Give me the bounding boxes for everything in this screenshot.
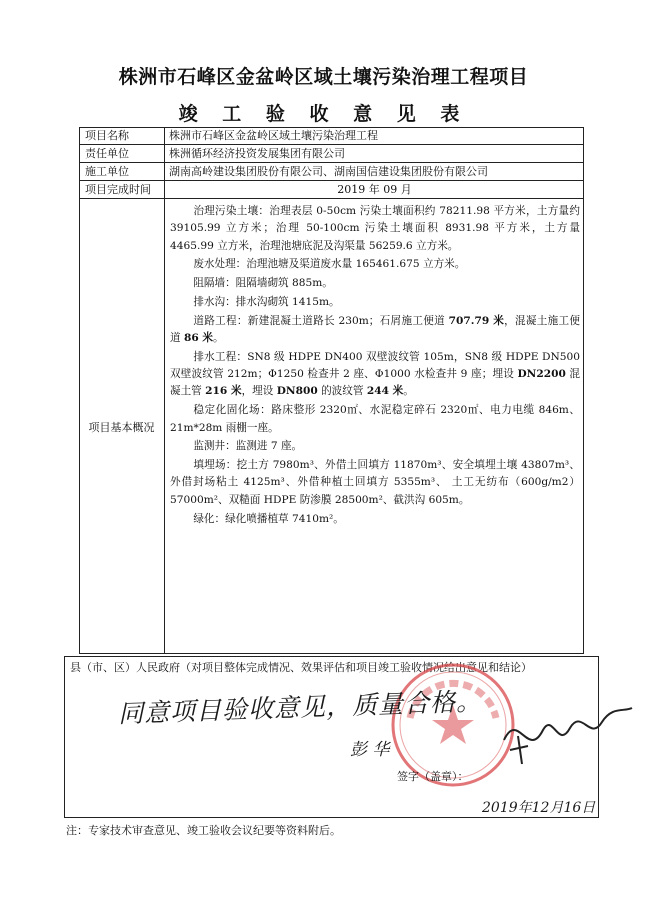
paragraph-soil: 治理污染土壤：治理表层 0-50cm 污染土壤面积约 78211.98 平方米，土方量约 39105.99 立方米；治理 50-100cm 污染土壤面积 8931.98 平方米，土方量 4465.99 立方米，治理池塘底泥及沟渠量 56259.6 立方米。: [170, 205, 580, 252]
document-title: 株洲市石峰区金盆岭区域土壤污染治理工程项目: [118, 66, 529, 88]
row-label: 施工单位: [79, 163, 165, 180]
paragraph-drainage-ditch: 排水沟：排水沟砌筑 1415m。: [193, 295, 340, 308]
row-value: 株洲市石峰区金盆岭区域土壤污染治理工程: [169, 129, 378, 142]
paragraph-landfill: 填埋场：挖土方 7980m³、外借土回填方 11870m³、安全填埋土壤 43807m³、外借封场粘土 4125m³、外借种植土回填方 5355m³、 土工无纺布（600g/m2）57000m²、双糙面 HDPE 防渗膜 28500m²、截洪沟 605m。: [170, 459, 580, 506]
paragraph-greening: 绿化：绿化喷播植草 7410m²。: [193, 512, 344, 525]
row-responsible-unit: [79, 145, 584, 163]
paragraph-barrier-wall: 阻隔墙：阻隔墙砌筑 885m。: [193, 277, 333, 290]
row-label: 项目名称: [79, 127, 165, 144]
handwritten-opinion: 同意项目验收意见，质量合格。: [117, 686, 483, 729]
paragraph-wastewater: 废水处理：治理池塘及渠道废水量 165461.675 立方米。: [193, 258, 466, 271]
row-construction-unit: [79, 163, 584, 181]
row-value: 2019 年 09 月: [337, 183, 412, 196]
row-label: 项目完成时间: [79, 181, 165, 198]
row-label: 责任单位: [79, 145, 165, 162]
government-heading: 县（市、区）人民政府（对项目整体完成情况、效果评估和项目竣工验收情况给出意见和结论）: [70, 661, 532, 674]
signature-label: 签字（盖章）：: [397, 770, 469, 783]
row-value: 株洲循环经济投资发展集团有限公司: [169, 147, 345, 160]
paragraph-road: 道路工程：新建混凝土道路长 230m；石屑施工便道 707.79 米，混凝土施工便道 86 米。: [170, 314, 581, 345]
overview-label: 项目基本概况: [79, 199, 165, 654]
footnote: 注：专家技术审查意见、竣工验收会议纪要等资料附后。: [66, 824, 341, 837]
row-project-name: [79, 127, 584, 145]
row-value: 湖南高岭建设集团股份有限公司、湖南国信建设集团股份有限公司: [169, 165, 488, 178]
paragraph-monitoring: 监测井：监测进 7 座。: [193, 440, 303, 453]
overview-content: [170, 203, 580, 529]
handwritten-name: 彭 华: [350, 740, 390, 760]
document-subtitle: 竣 工 验 收 意 见 表: [178, 103, 469, 125]
row-completion-time: [79, 181, 584, 199]
paragraph-drainage-works: 排水工程：SN8 级 HDPE DN400 双壁波纹管 105m，SN8 级 HDPE DN500 双壁波纹管 212m；Φ1250 检查井 2 座、Φ1000 水检查井 9 座；埋设 DN2200 混凝土管 216 米，埋设 DN800 的波纹管 244 米。: [170, 350, 580, 398]
signature-scribble: [498, 700, 638, 770]
signature-date: 2019年12月16日: [482, 800, 596, 816]
paragraph-stabilization: 稳定化固化场：路床整形 2320㎡、水泥稳定碎石 2320㎡、电力电缆 846m、21m*28m 雨棚一座。: [170, 404, 580, 434]
